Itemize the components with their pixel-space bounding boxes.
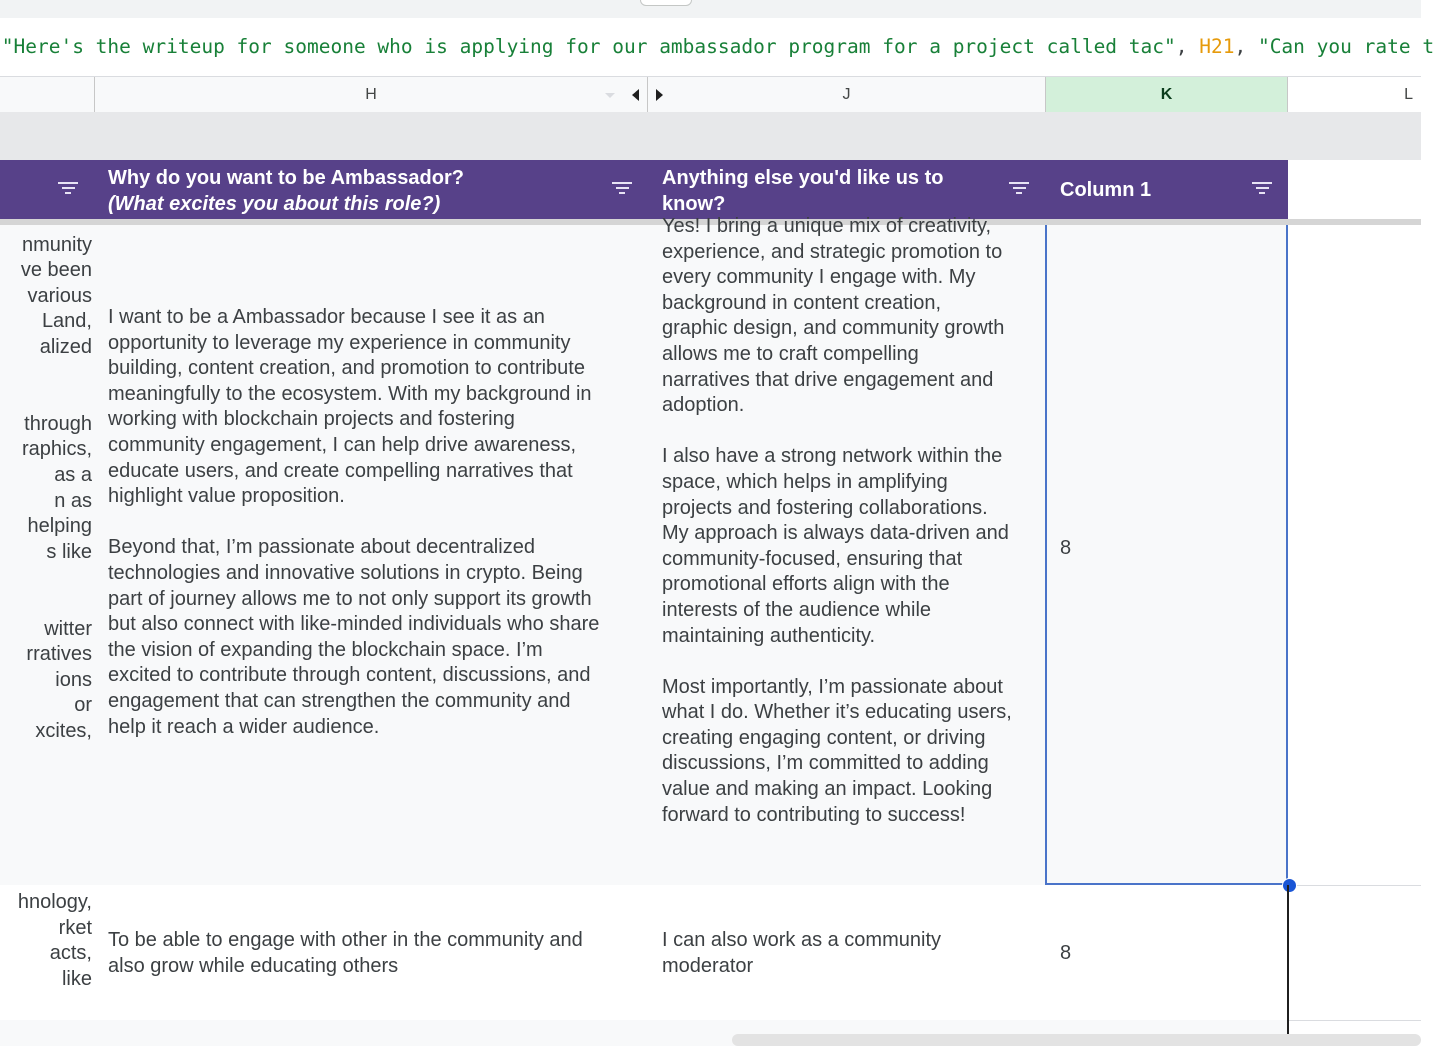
gridline — [1288, 1020, 1421, 1021]
horizontal-scrollbar[interactable] — [732, 1034, 1421, 1046]
cell-g-line: rratives — [26, 643, 92, 666]
header-anything-line2: know? — [662, 193, 726, 215]
header-why-line1: Why do you want to be Ambassador? — [108, 167, 464, 189]
cell-g-line: alized — [39, 335, 92, 358]
cell-g-line: n as — [54, 489, 92, 512]
cell-g-line: ions — [55, 668, 92, 691]
fill-handle[interactable] — [1282, 878, 1297, 893]
cell-column-1[interactable]: 8 — [1060, 537, 1072, 559]
cell-g-line: as a — [54, 463, 92, 486]
cell-g-line: various — [27, 284, 92, 307]
selected-cell-outline[interactable] — [1045, 225, 1288, 885]
cell-g-line — [0, 591, 92, 617]
cell-anything-else[interactable]: I can also work as a community moderator — [662, 929, 941, 977]
formula-bar[interactable] — [0, 18, 1434, 76]
column-header-h[interactable]: H — [95, 77, 648, 113]
header-anything-line1: Anything else you'd like us to — [662, 167, 944, 189]
cell-g-line — [0, 207, 92, 233]
cell-g-line — [0, 565, 92, 591]
cell-g-line: hnology, — [17, 891, 92, 913]
cell-g-line — [0, 386, 92, 412]
filter-icon[interactable] — [57, 182, 79, 196]
cell-g-line: rket — [58, 916, 92, 939]
cell-g-line: Land, — [41, 310, 92, 333]
column-menu-icon[interactable] — [605, 93, 615, 98]
header-column-1-label: Column 1 — [1060, 179, 1152, 201]
cell-g-line: xcites, — [35, 719, 92, 742]
toolbar-strip — [0, 0, 1421, 19]
table-row — [0, 887, 1288, 1020]
toolbar-control[interactable] — [640, 0, 692, 6]
header-blank-cell — [1288, 160, 1421, 220]
cell-g-line: helping — [27, 515, 92, 538]
column-header-g[interactable] — [0, 77, 95, 113]
header-why-line2: (What excites you about this role?) — [108, 193, 441, 215]
cell-g-line: or — [74, 694, 92, 717]
filter-icon[interactable] — [611, 182, 633, 196]
column-border — [1287, 885, 1289, 1046]
cell-g-line: raphics, — [21, 438, 92, 461]
scroll-left-arrow-icon[interactable] — [632, 89, 639, 101]
cell-g-line: like — [61, 967, 92, 990]
frozen-blank-row — [0, 112, 1421, 160]
formula-text: "Here's the writeup for someone who is applying for our ambassador program for a project called tac", H21, "Can you rate t — [1, 35, 1434, 58]
header-cell-anything-else[interactable] — [648, 160, 1046, 219]
cell-g-line: witter — [44, 617, 92, 640]
header-cell-why-ambassador[interactable] — [94, 160, 646, 219]
cell-why-ambassador[interactable]: I want to be a Ambassador because I see it as an opportunity to leverage my experience in community building, content creation, and promotion to contribute meaningfully to the ecosystem. With my background in working with blockchain projects and fostering community engagement, I can help drive awareness, educate users, and create compelling narratives that highlight value proposition. Beyond that, I’m passionate about decentralized technologies and innovative solutions in crypto. Being part of journey allows me to not only support its growth but also connect with like-minded individuals who share the vision of expanding the blockchain space. I’m excited to contribute through content, discussions, and engagement that can strengthen the community and help it reach a wider audience. — [108, 306, 600, 738]
header-cell-column-1[interactable] — [1046, 160, 1288, 219]
filter-icon[interactable] — [1251, 182, 1273, 196]
column-l-cells[interactable] — [1288, 225, 1421, 1046]
gridline — [1288, 885, 1421, 886]
cell-g-partial[interactable] — [0, 207, 92, 744]
column-header-l[interactable]: L — [1288, 77, 1421, 113]
cell-why-ambassador[interactable]: To be able to engage with other in the community and also grow while educating others — [108, 929, 583, 977]
cell-g-line: s like — [46, 540, 92, 563]
cell-g-line: through — [24, 412, 92, 435]
cell-anything-else[interactable]: Yes! I bring a unique mix of creativity, experience, and strategic promotion to every community I engage with. My background in content creation, graphic design, and community growth allows me to craft compelling narratives that drive engagement and adoption. I also have a strong network within the space, which helps in amplifying projects and fostering collaborations. My approach is always data-driven and community-focused, ensuring that promotional efforts align with the interests of the audience while maintaining authenticity. Most importantly, I’m passionate about what I do. Whether it’s educating users, creating engaging content, or driving discussions, I’m committed to adding value and making an impact. Looking forward to contributing to success! — [662, 215, 1012, 826]
column-header-j[interactable]: J — [648, 77, 1046, 113]
column-header-k[interactable]: K — [1046, 77, 1288, 113]
cell-g-line: nmunity — [21, 233, 92, 256]
filter-icon[interactable] — [1008, 182, 1030, 196]
column-header-bar — [0, 76, 1421, 114]
cell-g-line — [0, 361, 92, 387]
table-header-row — [0, 160, 1288, 219]
cell-column-1[interactable]: 8 — [1060, 942, 1072, 964]
cell-g-line: acts, — [49, 942, 92, 965]
cell-g-line: ve been — [20, 259, 92, 282]
cell-g-partial[interactable] — [0, 890, 92, 992]
